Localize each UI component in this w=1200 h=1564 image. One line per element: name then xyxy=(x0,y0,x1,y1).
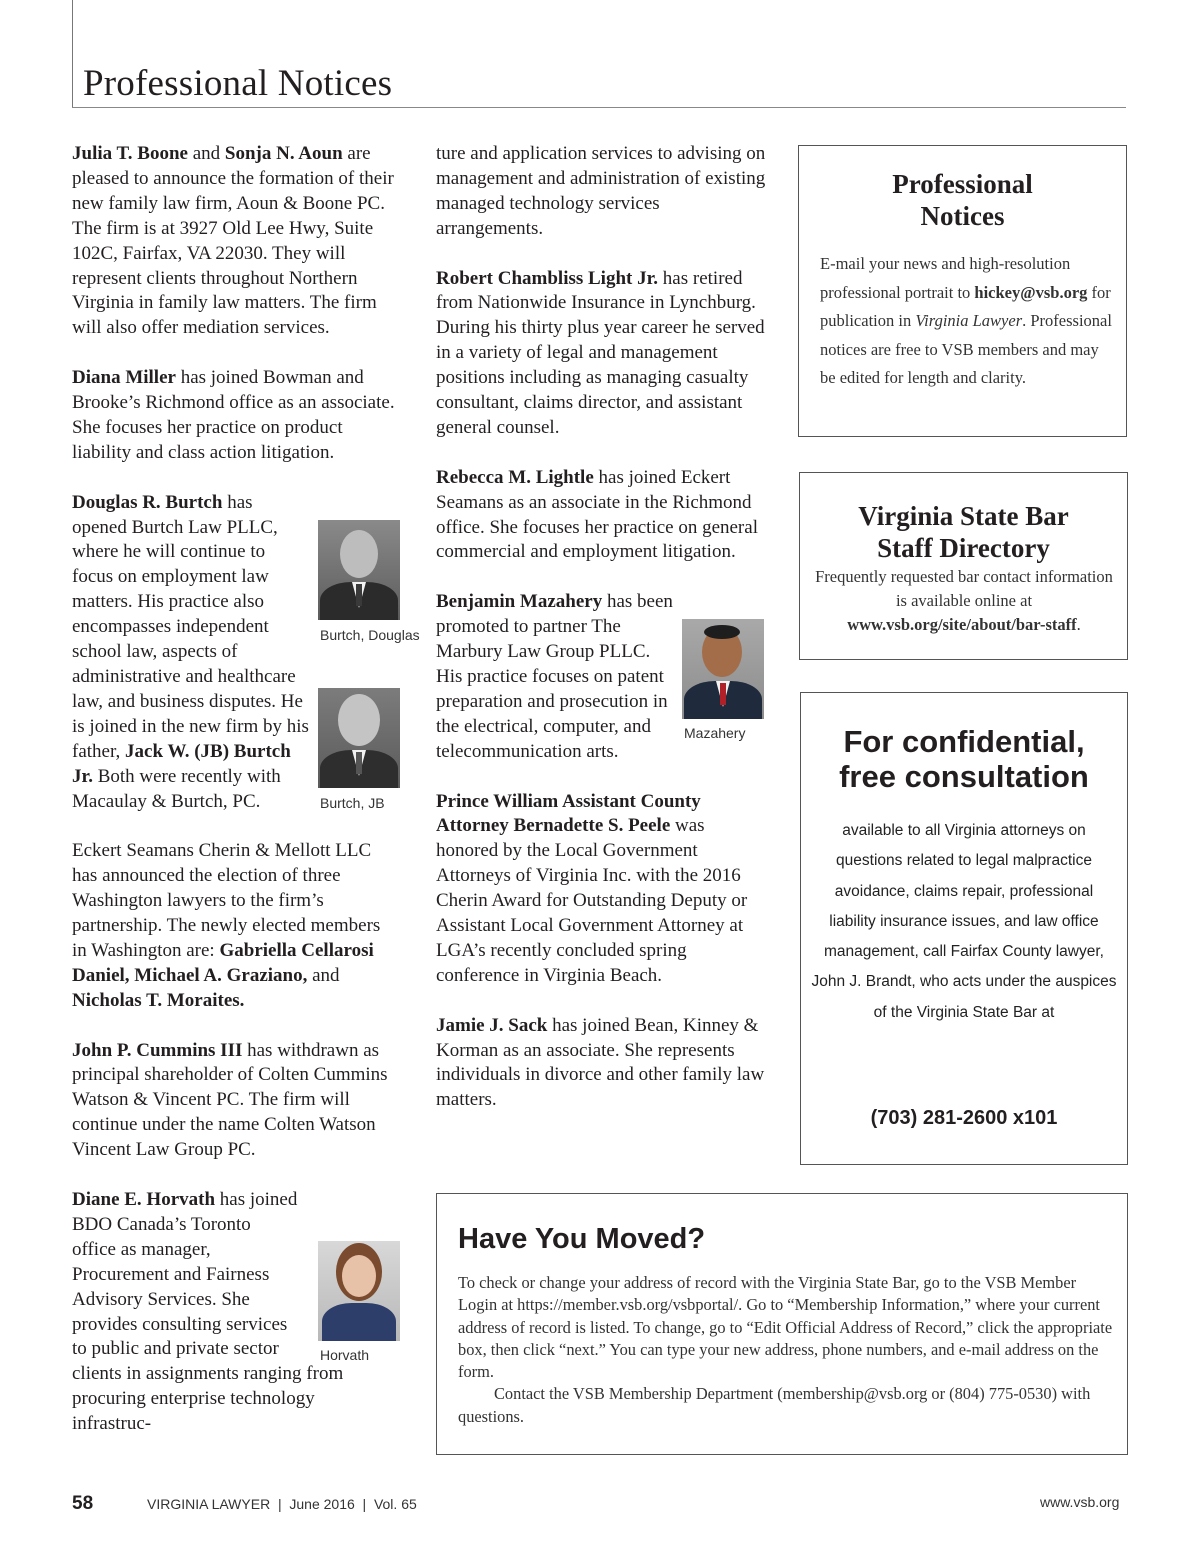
notice-name: Julia T. Boone xyxy=(72,143,188,164)
box-title: Professional Notices xyxy=(892,169,1033,231)
portrait-mazahery xyxy=(682,619,764,719)
notice-name: Diana Miller xyxy=(72,367,176,389)
notice-name: Jack W. (JB) Burtch Jr. xyxy=(72,740,291,787)
confidential-consultation-box xyxy=(800,692,1128,1165)
notice-boone: Julia T. Boone and Sonja N. Aoun are pleased to announce the formation of their new family law firm, Aoun & Boone PC. The firm is at 3927 Old Lee Hwy, Suite 102C, Fairfax, VA 22030. They will represent clients throughout Northern Virginia in family law matters. The firm will also offer mediation services. xyxy=(72,143,394,339)
notice-name: Prince William Assistant County Attorney Bernadette S. Peele xyxy=(436,790,701,837)
page-number: 58 xyxy=(72,1493,94,1514)
box-body: Frequently requested bar contact information is available online at www.vsb.org/site/about/bar-staff. xyxy=(815,567,1113,634)
notice-name: Nicholas T. Moraites. xyxy=(72,989,245,1011)
notice-name: Benjamin Mazahery xyxy=(436,591,603,613)
notice-name: Diane E. Horvath xyxy=(72,1188,216,1210)
notice-horvath: Diane E. Horvath has joined BDO Canada’s Toronto office as manager, Procurement and Fairness Advisory Services. She provides consulting services to public and private sector clients in assignments ranging from procuring enterprise technology infrastruc- xyxy=(72,1188,344,1435)
box-body: To check or change your address of record with the Virginia State Bar, go to the VSB Member Login at https://member.vsb.org/vsbportal/. Go to “Membership Information,” where your current address of record is listed. To change, go to “Edit Official Address of Record,” click the appropriate box, then click “next.” You can type your new address, phone numbers, and e-mail address on the form. Contact the VSB Membership Department (membership@vsb.org or (804) 775-0530) with questions. xyxy=(458,1273,1113,1426)
notice-name: Robert Chambliss Light Jr. xyxy=(436,267,659,289)
notice-light: Robert Chambliss Light Jr. has retired from Nationwide Insurance in Lynchburg. During his thirty plus year career he served in a variety of legal and management positions including as managing casualty consultant, claims director, and assistant general counsel. xyxy=(436,267,765,438)
portrait-burtch-douglas xyxy=(318,520,400,620)
notice-miller: Diana Miller has joined Bowman and Brooke’s Richmond office as an associate. She focuses her practice on product liability and class action litigation. xyxy=(72,367,395,463)
notice-peele: Prince William Assistant County Attorney Bernadette S. Peele was honored by the Local Government Attorneys of Virginia Inc. with the 2016 Cherin Award for Outstanding Deputy or Assistant Local Government Attorney at LGA’s recently concluded spring conference in Virginia Beach. xyxy=(436,790,748,986)
footer-url[interactable]: www.vsb.org xyxy=(1040,1494,1120,1510)
notice-eckert: Eckert Seamans Cherin & Mellott LLC has announced the election of three Washington lawyers to the firm’s partnership. The newly elected members in Washington are: Gabriella Cellarosi Daniel, Michael A. Graziano, and Nicholas T. Moraites. xyxy=(72,840,381,1011)
professional-notices-box xyxy=(798,145,1127,437)
publication-name: Virginia Lawyer xyxy=(915,311,1023,330)
portrait-horvath xyxy=(318,1241,400,1341)
header-rule xyxy=(72,107,1126,108)
notice-name: Rebecca M. Lightle xyxy=(436,466,594,488)
left-margin-rule xyxy=(72,0,73,107)
box-title: For confidential, free consultation xyxy=(839,724,1089,794)
notice-mazahery: Benjamin Mazahery has been promoted to partner The Marbury Law Group PLLC. His practice focuses on patent preparation and prosecution in the electrical, computer, and telecommunication arts. xyxy=(436,591,673,762)
notice-name: Gabriella Cellarosi Daniel, Michael A. Graziano, xyxy=(72,939,374,986)
box-title: Virginia State Bar Staff Directory xyxy=(858,501,1069,563)
box-body: E-mail your news and high-resolution professional portrait to hickey@vsb.org for publication in Virginia Lawyer. Professional notices are free to VSB members and may be edited for length and clarity. xyxy=(820,254,1112,387)
notice-continued: ture and application services to advising on management and administration of existing managed technology services arrangements. xyxy=(436,143,766,239)
box-body: available to all Virginia attorneys on questions related to legal malpractice avoidance, claims repair, professional liability insurance issues, and law office management, call Fairfax County lawyer, John J. Brandt, who acts under the auspices of the Virginia State Bar at xyxy=(811,822,1117,1021)
notice-cummins: John P. Cummins III has withdrawn as principal shareholder of Colten Cummins Watson & Vincent PC. The firm will continue under the name Colten Watson Vincent Law Group PC. xyxy=(72,1039,388,1161)
staff-directory-link[interactable]: www.vsb.org/site/about/bar-staff xyxy=(847,615,1077,634)
notice-name: Sonja N. Aoun xyxy=(224,143,343,164)
page-title: Professional Notices xyxy=(83,63,393,104)
staff-directory-box xyxy=(799,472,1128,660)
caption-horvath: Horvath xyxy=(320,1347,370,1363)
notice-name: Jamie J. Sack xyxy=(436,1014,548,1036)
notice-burtch: Douglas R. Burtch has opened Burtch Law PLLC, where he will continue to focus on employment law matters. His practice also encompasses independent school law, aspects of administrative and healthcare law, and business disputes. He is joined in the new firm by his father, Jack W. (JB) Burtch Jr. Both were recently with Macaulay & Burtch, PC. xyxy=(72,491,309,812)
notice-name: John P. Cummins III xyxy=(72,1039,243,1061)
caption-burtch-jb: Burtch, JB xyxy=(320,795,385,811)
caption-mazahery: Mazahery xyxy=(684,725,746,741)
portrait-burtch-jb xyxy=(318,688,400,788)
box-title: Have You Moved? xyxy=(458,1223,706,1255)
notice-lightle: Rebecca M. Lightle has joined Eckert Seamans as an associate in the Richmond office. She focuses her practice on general commercial and employment litigation. xyxy=(436,466,758,563)
email-link[interactable]: hickey@vsb.org xyxy=(974,282,1088,302)
have-you-moved-box xyxy=(436,1193,1128,1455)
notice-sack: Jamie J. Sack has joined Bean, Kinney & Korman as an associate. She represents individuals in divorce and other family law matters. xyxy=(436,1014,765,1111)
consultation-phone[interactable]: (703) 281-2600 x101 xyxy=(870,1107,1058,1129)
caption-burtch-douglas: Burtch, Douglas xyxy=(320,627,420,643)
magazine-issue: VIRGINIA LAWYER | June 2016 | Vol. 65 xyxy=(147,1496,417,1512)
notice-name: Douglas R. Burtch xyxy=(72,491,223,513)
